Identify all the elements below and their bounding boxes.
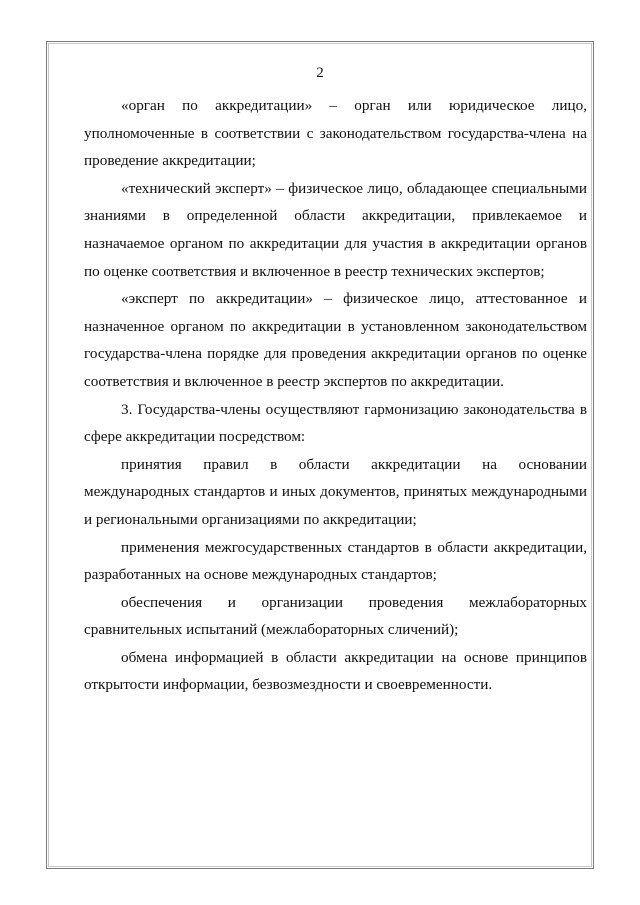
- paragraph-application-of-standards: применения межгосударственных стандартов в области аккредитации, разработанных на основе международных стандартов;: [84, 538, 587, 584]
- paragraph-interlaboratory-tests: обеспечения и организации проведения межлабораторных сравнительных испытаний (межлабораторных сличений);: [84, 593, 587, 639]
- paragraph-definition-accreditation-body: «орган по аккредитации» – орган или юридическое лицо, уполномоченные в соответствии с законодательством государства-члена на проведение аккредитации;: [84, 97, 587, 170]
- paragraph-definition-accreditation-expert: «эксперт по аккредитации» – физическое лицо, аттестованное и назначенное органом по аккредитации в установленном законодательством государства-члена порядке для проведения аккредитации органов по оценке соответствия и включенное в реестр экспертов по аккредитации.: [84, 290, 587, 390]
- paragraph-adoption-of-rules: принятия правил в области аккредитации на основании международных стандартов и иных документов, принятых международными и региональными организациями по аккредитации;: [84, 455, 587, 528]
- paragraph-definition-technical-expert: «технический эксперт» – физическое лицо, обладающее специальными знаниями в определенной области аккредитации, привлекаемое и назначаемое органом по аккредитации для участия в аккредитации органов по оценке соответствия и включенное в реестр технических экспертов;: [84, 179, 587, 280]
- paragraph-harmonization-intro: 3. Государства-члены осуществляют гармонизацию законодательства в сфере аккредитации посредством:: [84, 400, 587, 446]
- paragraph-information-exchange: обмена информацией в области аккредитации на основе принципов открытости информации, безвозмездности и своевременности.: [84, 648, 587, 694]
- document-body: [84, 92, 587, 699]
- page-number: 2: [316, 65, 324, 81]
